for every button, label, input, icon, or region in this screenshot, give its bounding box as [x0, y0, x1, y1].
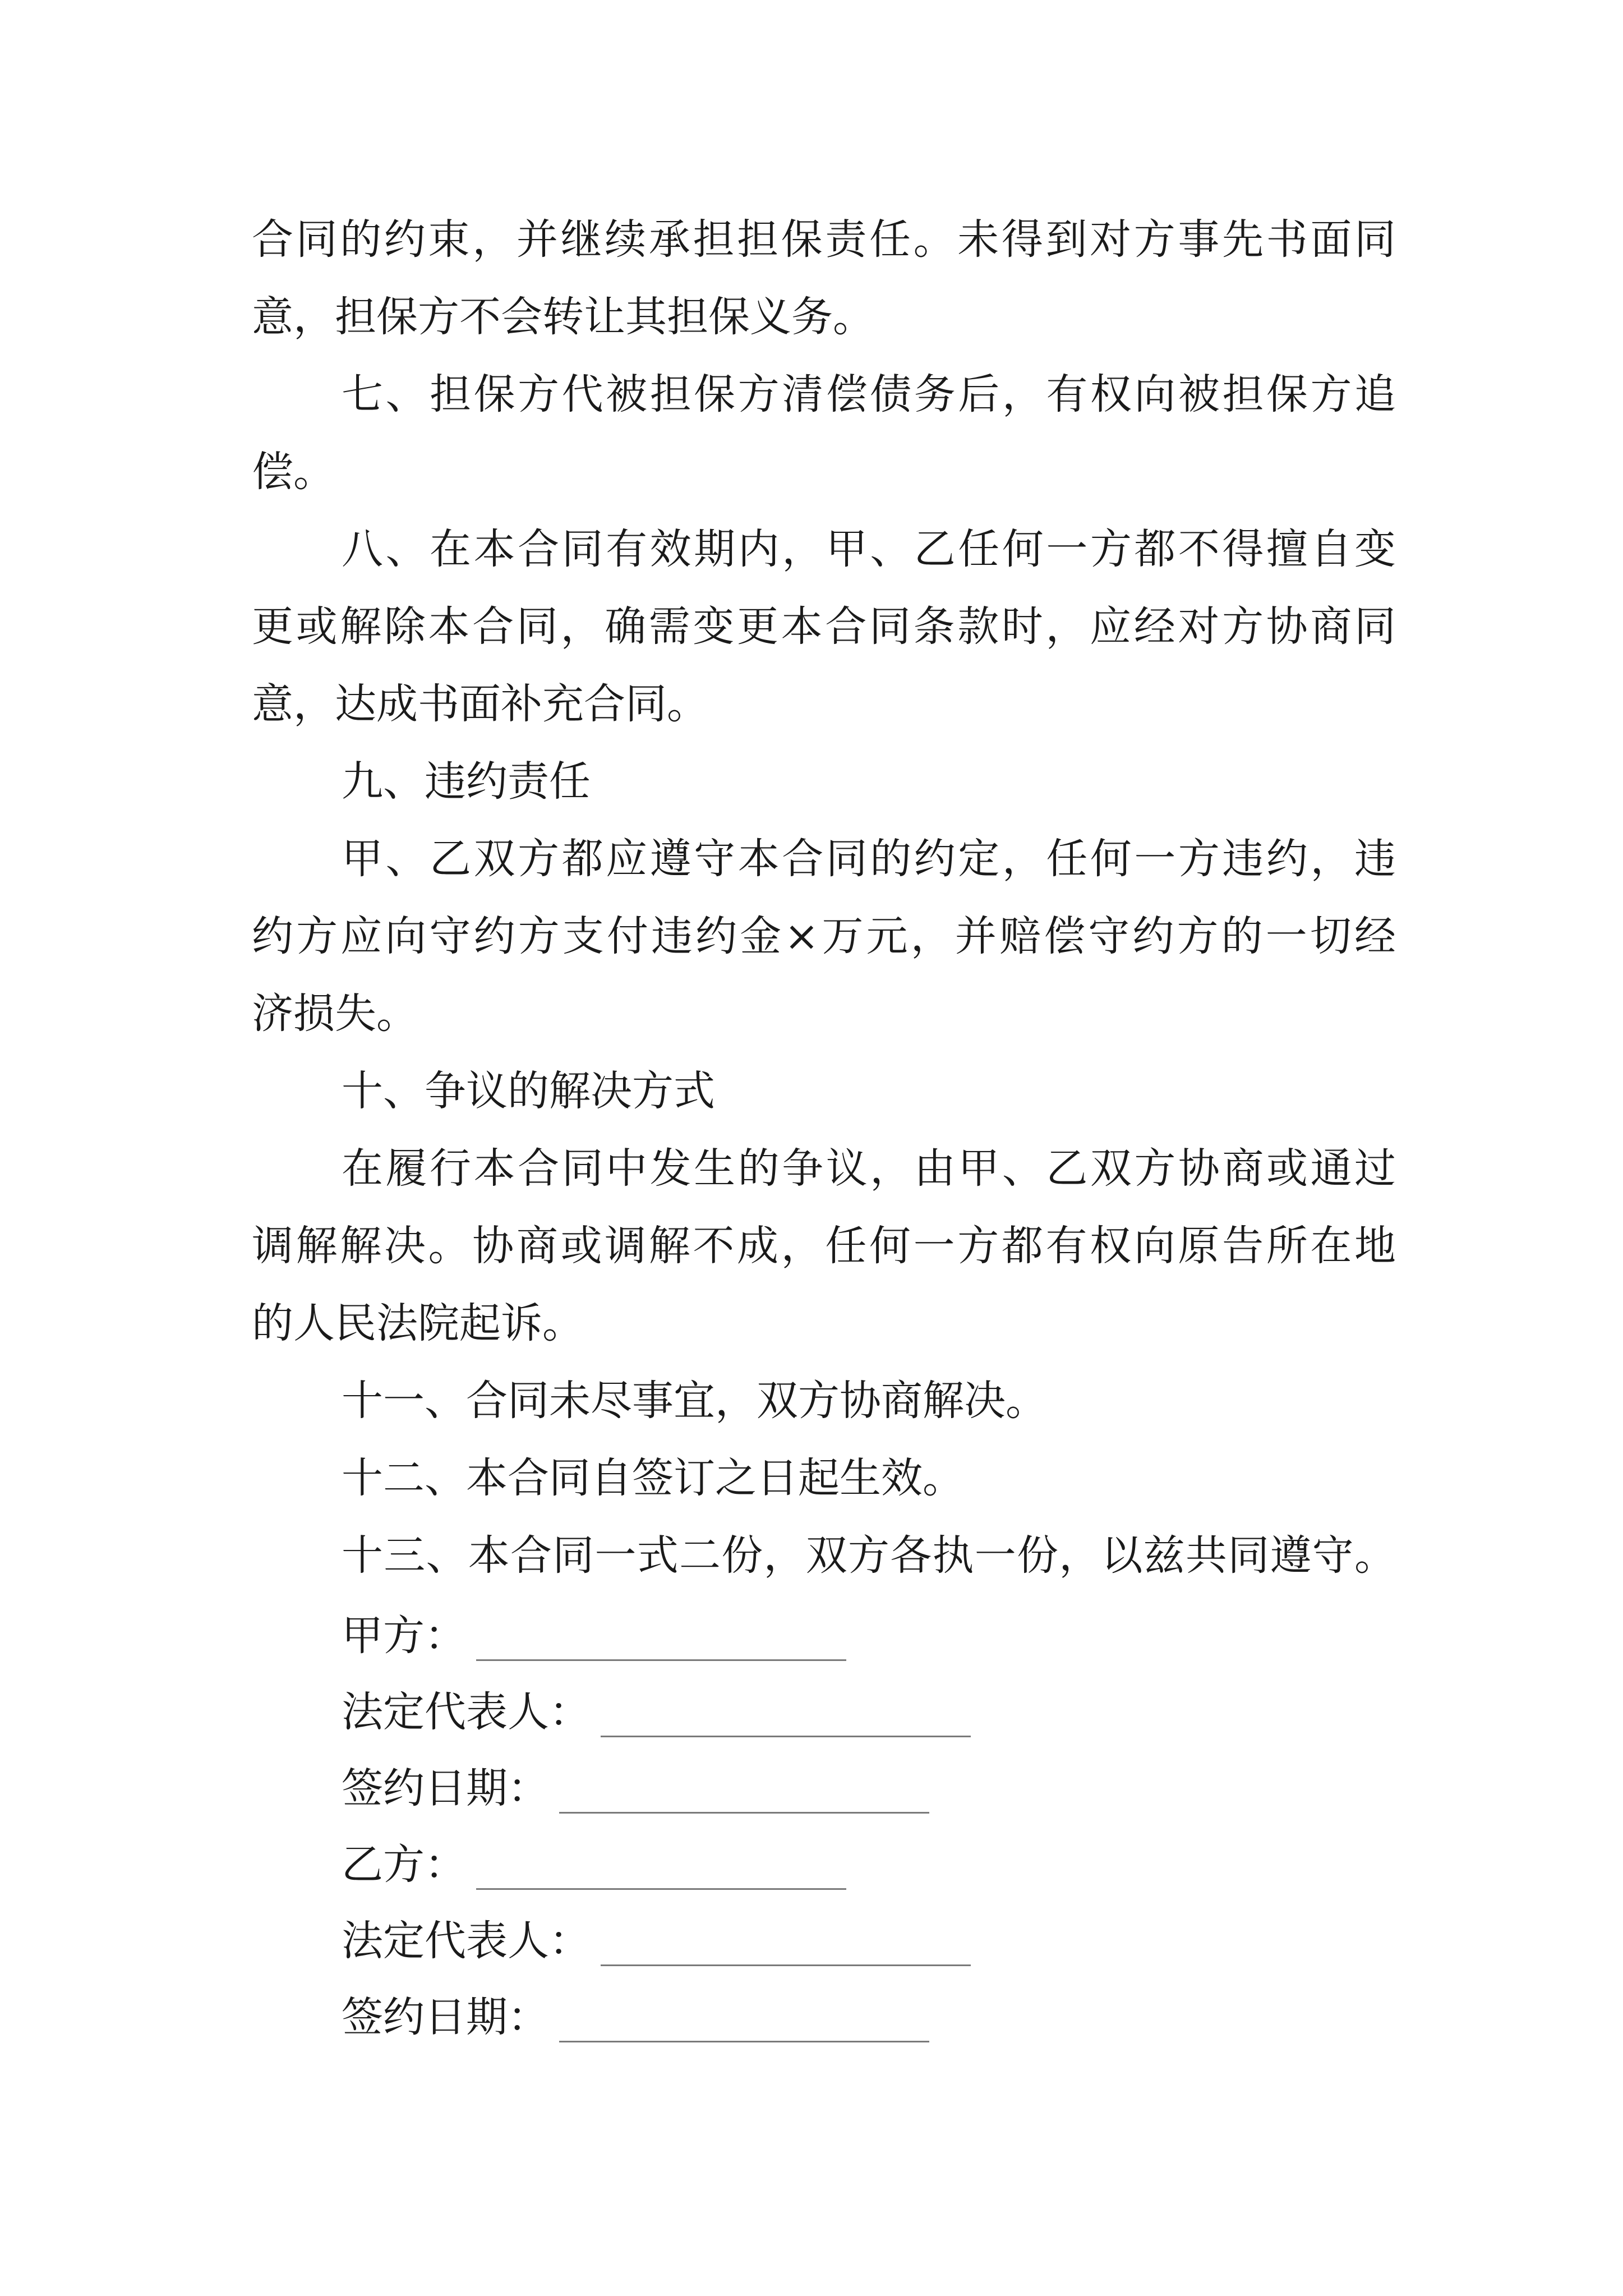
party-a-representative-row	[342, 1674, 971, 1750]
text-line: 更或解除本合同，确需变更本合同条款时，应经对方协商同	[252, 602, 1396, 651]
clause-11: 十一、合同未尽事宜，双方协商解决。	[342, 1377, 1047, 1425]
text-line: 的人民法院起诉。	[252, 1299, 584, 1347]
clause-8: 八、在本合同有效期内，甲、乙任何一方都不得擅自变	[342, 525, 1396, 573]
party-a-label: 甲方：	[342, 1612, 466, 1660]
party-b-representative-row	[342, 1903, 971, 1979]
text-line: 偿。	[252, 448, 335, 496]
text-line: 意，担保方不会转让其担保义务。	[252, 293, 874, 341]
party-b-representative-label: 法定代表人：	[342, 1917, 591, 1965]
text-line: 济损失。	[252, 990, 418, 1038]
party-a-row	[342, 1598, 971, 1674]
text-line: 调解解决。协商或调解不成，任何一方都有权向原告所在地	[252, 1222, 1396, 1270]
contract-body	[252, 201, 1396, 1594]
party-b-representative-blank[interactable]	[601, 1923, 971, 1966]
clause-7: 七、担保方代被担保方清偿债务后，有权向被担保方追	[342, 370, 1396, 418]
text-line: 合同的约束，并继续承担担保责任。未得到对方事先书面同	[252, 215, 1396, 264]
party-b-label: 乙方：	[342, 1841, 466, 1889]
signature-block	[342, 1598, 971, 2055]
party-b-blank[interactable]	[476, 1847, 846, 1890]
party-b-date-label: 签约日期：	[342, 1993, 549, 2041]
clause-9-heading: 九、违约责任	[342, 757, 591, 806]
text-line: 意，达成书面补充合同。	[252, 680, 708, 728]
party-b-date-row	[342, 1979, 971, 2055]
party-a-date-row	[342, 1750, 971, 1826]
party-a-date-blank[interactable]	[559, 1770, 929, 1814]
text-line: 约方应向守约方支付违约金×万元，并赔偿守约方的一切经	[252, 912, 1396, 960]
party-a-blank[interactable]	[476, 1618, 846, 1661]
party-a-representative-label: 法定代表人：	[342, 1688, 591, 1736]
clause-10-heading: 十、争议的解决方式	[342, 1067, 715, 1115]
party-b-date-blank[interactable]	[559, 1999, 929, 2042]
clause-9-text: 甲、乙双方都应遵守本合同的约定，任何一方违约，违	[342, 835, 1396, 883]
clause-10-text: 在履行本合同中发生的争议，由甲、乙双方协商或通过	[342, 1144, 1396, 1193]
party-a-date-label: 签约日期：	[342, 1764, 549, 1812]
clause-13: 十三、本合同一式二份，双方各执一份，以兹共同遵守。	[342, 1531, 1396, 1580]
clause-12: 十二、本合同自签订之日起生效。	[342, 1454, 964, 1502]
party-b-row	[342, 1826, 971, 1903]
party-a-representative-blank[interactable]	[601, 1694, 971, 1737]
